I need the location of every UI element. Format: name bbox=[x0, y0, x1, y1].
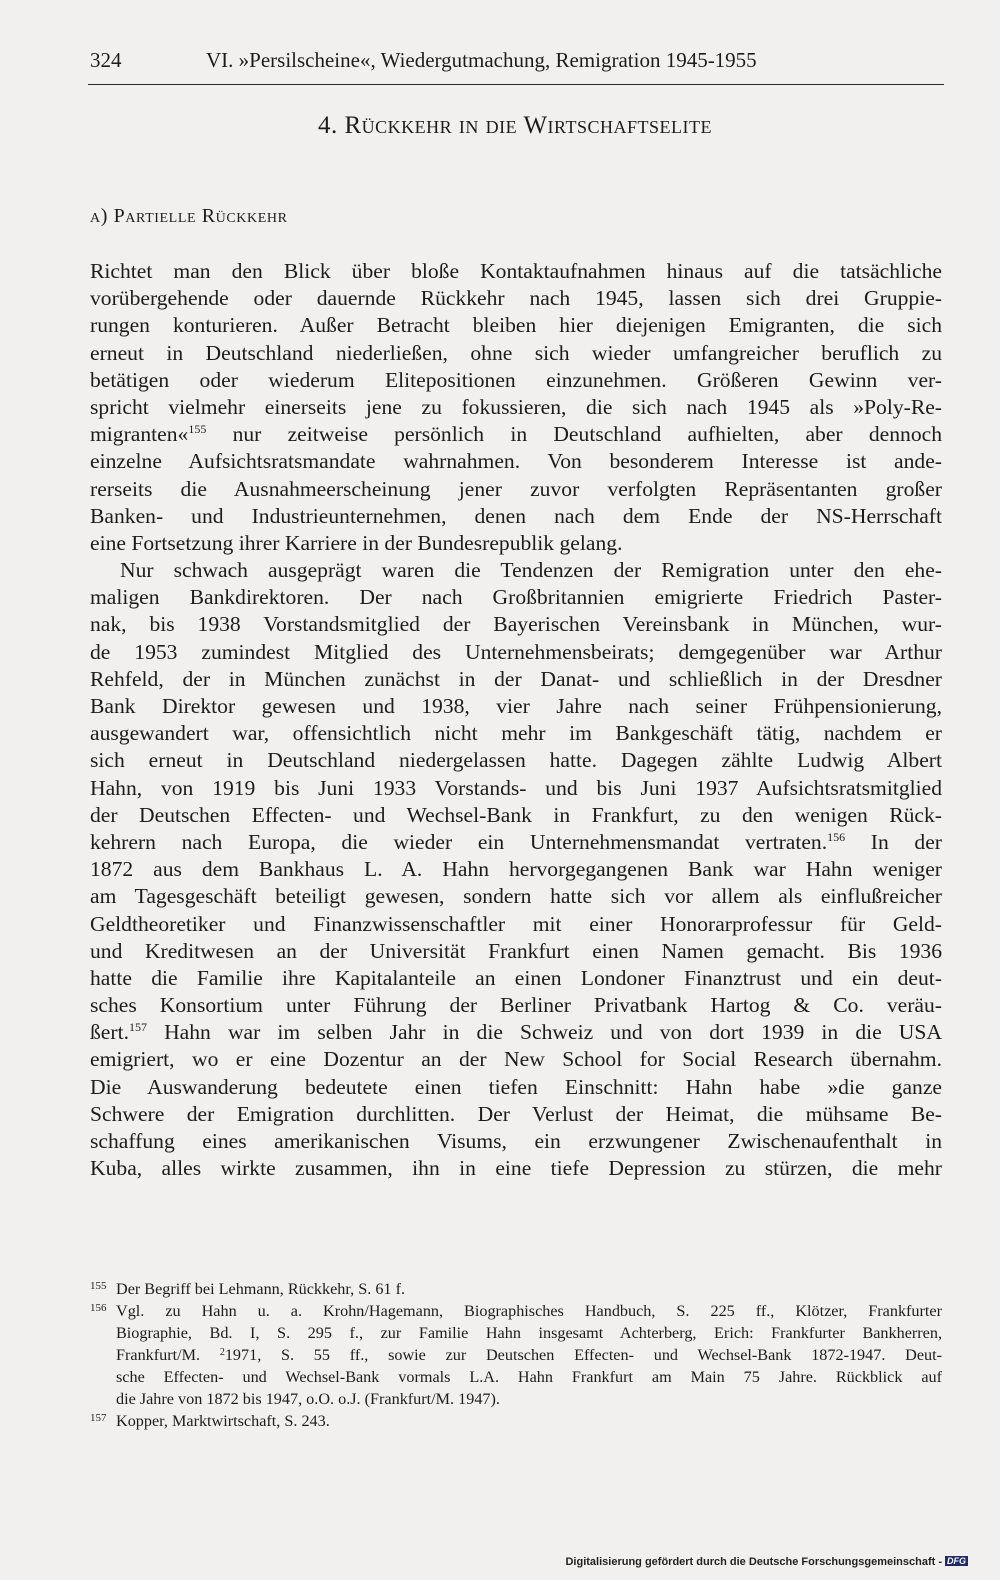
digitization-credit: Digitalisierung gefördert durch die Deutsche Forschungsgemeinschaft - DFG bbox=[565, 1556, 966, 1568]
footnote-157: 157 Kopper, Marktwirtschaft, S. 243. bbox=[90, 1412, 330, 1430]
footnotes bbox=[90, 1278, 942, 1432]
text-line: ausgewandert war, offensichtlich nicht mehr im Bankgeschäft tätig, nachdem er bbox=[90, 721, 942, 746]
text-line: ßert.$^{157}$ Hahn war im selben Jahr in die Schweiz und von dort 1939 in die USA bbox=[90, 1020, 942, 1045]
text-line: Die Auswanderung bedeutete einen tiefen Einschnitt: Hahn habe »die ganze bbox=[90, 1074, 942, 1099]
text-line: Bank Direktor gewesen und 1938, vier Jahre nach seiner Frühpensionierung, bbox=[90, 694, 942, 718]
running-title: VI. »Persilscheine«, Wiedergutmachung, Remigration 1945-1955 bbox=[206, 48, 757, 72]
text-line: und Kreditwesen an der Universität Frankfurt einen Namen gemacht. Bis 1936 bbox=[90, 938, 942, 963]
text-line: sches Konsortium unter Führung der Berliner Privatbank Hartog & Co. veräu- bbox=[90, 993, 942, 1018]
text-line: Rehfeld, der in München zunächst in der Danat- und schließlich in der Dresdner bbox=[90, 666, 942, 691]
text-line: spricht vielmehr einerseits jene zu fokussieren, die sich nach 1945 als »Poly-Re- bbox=[90, 394, 942, 419]
text-line: 1872 aus dem Bankhaus L. A. Hahn hervorgegangenen Bank war Hahn weniger bbox=[90, 857, 942, 882]
text-line: erneut in Deutschland niederließen, ohne sich wieder umfangreicher beruflich zu bbox=[90, 340, 942, 365]
body-text bbox=[90, 258, 942, 1182]
text-line: de 1953 zumindest Mitglied des Unternehmensbeirats; demgegenüber war Arthur bbox=[90, 639, 942, 664]
text-line: Schwere der Emigration durchlitten. Der Verlust der Heimat, die mühsame Be- bbox=[90, 1101, 942, 1126]
footnote-156-line: Frankfurt/M. $^2$1971, S. 55 ff., sowie zur Deutschen Effecten- und Wechsel-Bank 1872-1947. Deut- bbox=[116, 1346, 942, 1364]
text-line: Hahn, von 1919 bis Juni 1933 Vorstands- und bis Juni 1937 Aufsichtsratsmitglied bbox=[90, 775, 942, 800]
text-line: hatte die Familie ihre Kapitalanteile an einen Londoner Finanztrust und ein deut- bbox=[90, 965, 942, 990]
footnote-156-line: sche Effecten- und Wechsel-Bank vormals L.A. Hahn Frankfurt am Main 75 Jahre. Rückblick auf bbox=[116, 1368, 942, 1386]
text-line: Banken- und Industrieunternehmen, denen nach dem Ende der NS-Herrschaft bbox=[90, 503, 942, 528]
text-line: rungen konturieren. Außer Betracht bleiben hier diejenigen Emigranten, die sich bbox=[90, 313, 942, 338]
footnote-156-line: die Jahre von 1872 bis 1947, o.O. o.J. (Frankfurt/M. 1947). bbox=[116, 1390, 500, 1408]
text-line: Kuba, alles wirkte zusammen, ihn in eine tiefe Depression zu stürzen, die mehr bbox=[90, 1156, 942, 1181]
header-rule bbox=[88, 84, 944, 85]
text-line: vorübergehende oder dauernde Rückkehr nach 1945, lassen sich drei Gruppie- bbox=[90, 286, 942, 311]
text-line: Richtet man den Blick über bloße Kontaktaufnahmen hinaus auf die tatsächliche bbox=[90, 259, 942, 283]
dfg-logo-icon: DFG bbox=[947, 1556, 966, 1566]
footnote-155: 155 Der Begriff bei Lehmann, Rückkehr, S. 61 f. bbox=[90, 1280, 406, 1298]
footnote-156-line: Biographie, Bd. I, S. 295 f., zur Familie Hahn insgesamt Achterberg, Erich: Frankfurter Bankherren, bbox=[116, 1324, 942, 1342]
text-line: kehrern nach Europa, die wieder ein Unternehmensmandat vertraten.$^{156}$ In der bbox=[90, 829, 943, 854]
page-number: 324 bbox=[90, 48, 122, 72]
section-title: a) Partielle Rückkehr bbox=[90, 205, 288, 227]
text-line: emigriert, wo er eine Dozentur an der New School for Social Research übernahm. bbox=[90, 1047, 942, 1072]
text-line: sich erneut in Deutschland niedergelassen hatte. Dagegen zählte Ludwig Albert bbox=[90, 748, 942, 773]
footnote-ref[interactable]: 155 bbox=[188, 422, 207, 437]
text-line: am Tagesgeschäft beteiligt gewesen, sondern hatte sich vor allem als einflußreicher bbox=[90, 884, 942, 909]
footnote-156: 156 Vgl. zu Hahn u. a. Krohn/Hagemann, Biographisches Handbuch, S. 225 ff., Klötzer, Frankfurter bbox=[90, 1302, 942, 1320]
text-line: betätigen oder wiederum Elitepositionen einzunehmen. Größeren Gewinn ver- bbox=[90, 367, 942, 392]
text-line: migranten«$^{155}$ nur zeitweise persönlich in Deutschland aufhielten, aber dennoch bbox=[90, 422, 942, 447]
footnote-ref[interactable]: 157 bbox=[128, 1020, 147, 1035]
text-line: Nur schwach ausgeprägt waren die Tendenzen der Remigration unter den ehe- bbox=[120, 558, 942, 583]
text-line: schaffung eines amerikanischen Visums, ein erzwungener Zwischenaufenthalt in bbox=[90, 1129, 942, 1153]
text-line: nak, bis 1938 Vorstandsmitglied der Bayerischen Vereinsbank in München, wur- bbox=[90, 612, 942, 637]
text-line: eine Fortsetzung ihrer Karriere in der Bundesrepublik gelang. bbox=[90, 530, 623, 555]
text-line: der Deutschen Effecten- und Wechsel-Bank in Frankfurt, zu den wenigen Rück- bbox=[90, 802, 942, 827]
chapter-title: 4. Rückkehr in die Wirtschaftselite bbox=[318, 112, 712, 139]
text-line: einzelne Aufsichtsratsmandate wahrnahmen. Von besonderem Interesse ist ande- bbox=[90, 449, 942, 474]
text-line: Geldtheoretiker und Finanzwissenschaftler mit einer Honorarprofessur für Geld- bbox=[90, 911, 942, 936]
footnote-ref[interactable]: 156 bbox=[827, 829, 846, 844]
text-line: maligen Bankdirektoren. Der nach Großbritannien emigrierte Friedrich Paster- bbox=[90, 585, 942, 610]
text-line: rerseits die Ausnahmeerscheinung jener zuvor verfolgten Repräsentanten großer bbox=[90, 476, 942, 501]
